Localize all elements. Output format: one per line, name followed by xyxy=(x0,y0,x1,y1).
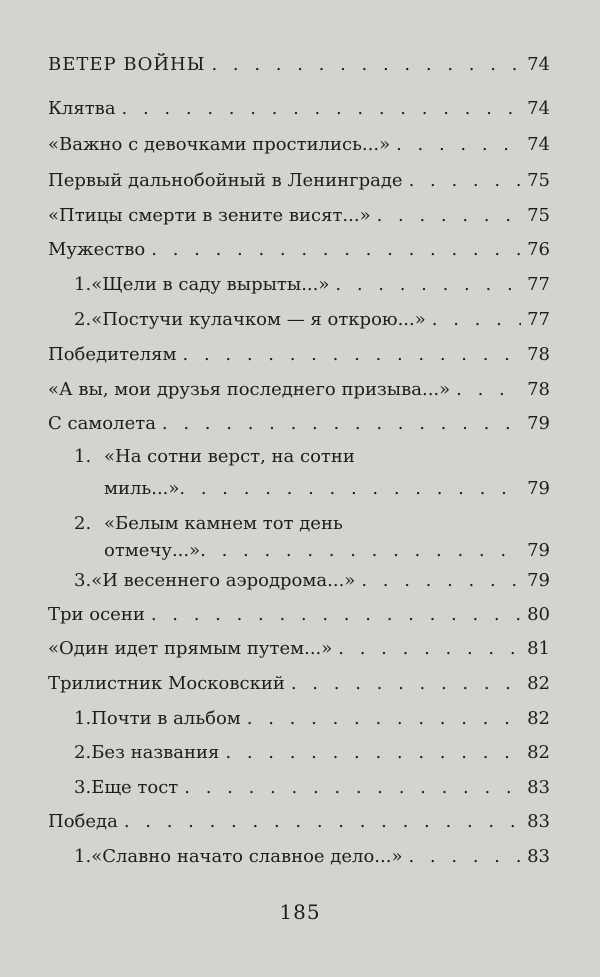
toc-entry xyxy=(48,98,550,120)
dot-leader xyxy=(408,846,521,868)
toc-entry-number: 2. xyxy=(74,309,92,330)
dot-leader xyxy=(377,205,522,227)
toc-entry-number: 2. xyxy=(74,742,92,763)
dot-leader xyxy=(247,708,521,730)
toc-entry xyxy=(48,638,550,660)
dot-leader xyxy=(122,98,522,120)
toc-entry-page: 74 xyxy=(527,54,550,75)
toc-subentry xyxy=(74,274,550,296)
page-number: 185 xyxy=(279,900,321,924)
toc-entry xyxy=(48,344,550,366)
toc-subentry xyxy=(74,742,550,764)
toc-subentry xyxy=(74,777,550,799)
dot-leader xyxy=(211,54,521,76)
toc-entry-title: «Щели в саду вырыты...» xyxy=(91,274,330,295)
toc-entry-title: Клятва xyxy=(48,98,116,119)
toc-entry-title: «Важно с девочками простились...» xyxy=(48,134,391,155)
dot-leader xyxy=(151,239,521,261)
toc-entry-title-cont: миль...» xyxy=(104,478,180,499)
toc-entry-title: С самолета xyxy=(48,413,156,434)
toc-entry-page: 79 xyxy=(527,540,550,561)
toc-entry-title: Трилистник Московский xyxy=(48,673,285,694)
toc-entry-page: 75 xyxy=(527,170,550,191)
toc-entry-title: «Постучи кулачком — я открою...» xyxy=(91,309,426,330)
toc-entry-title: «На сотни верст, на сотни xyxy=(104,446,355,467)
toc-entry-title: Победа xyxy=(48,811,118,832)
dot-leader xyxy=(432,309,521,331)
toc-entry xyxy=(48,239,550,261)
dot-leader xyxy=(183,344,522,366)
toc-entry-title: Три осени xyxy=(48,604,145,625)
dot-leader xyxy=(396,134,521,156)
toc-entry-title: «Птицы смерти в зените висят...» xyxy=(48,205,371,226)
toc-entry-title: Первый дальнобойный в Ленинграде xyxy=(48,170,403,191)
toc-entry xyxy=(48,205,550,227)
toc-entry-title: Победителям xyxy=(48,344,177,365)
toc-entry-number: 3. xyxy=(74,777,92,798)
toc-entry-title-cont: отмечу...» xyxy=(104,540,201,561)
toc-entry-title: Почти в альбом xyxy=(91,708,241,729)
toc-entry-page: 80 xyxy=(527,604,550,625)
toc-entry-page: 82 xyxy=(527,742,550,763)
toc-entry-number: 3. xyxy=(74,570,92,591)
toc-entry-page: 83 xyxy=(527,811,550,832)
toc-entry-page: 82 xyxy=(527,708,550,729)
toc-entry-title: «Один идет прямым путем...» xyxy=(48,638,333,659)
toc-entry-page: 75 xyxy=(527,205,550,226)
dot-leader xyxy=(409,170,522,192)
dot-leader xyxy=(335,274,521,296)
toc-entry-title: Мужество xyxy=(48,239,146,260)
toc-entry-page: 77 xyxy=(527,309,550,330)
toc-entry xyxy=(48,379,550,401)
toc-entry xyxy=(48,54,550,76)
toc-entry-page: 74 xyxy=(527,134,550,155)
toc-entry-page: 79 xyxy=(527,570,550,591)
toc-entry xyxy=(48,811,550,833)
toc-subentry-continuation xyxy=(104,540,550,562)
dot-leader xyxy=(338,638,521,660)
toc-entry-page: 76 xyxy=(527,239,550,260)
toc-entry xyxy=(48,170,550,192)
dot-leader xyxy=(151,604,521,626)
toc-entry xyxy=(48,604,550,626)
dot-leader xyxy=(162,413,521,435)
toc-subentry-continuation xyxy=(104,478,550,500)
toc-entry-title: «Белым камнем тот день xyxy=(104,513,343,534)
toc-entry-page: 77 xyxy=(527,274,550,295)
toc-entry-title: ВЕТЕР ВОЙНЫ xyxy=(48,54,206,75)
dot-leader xyxy=(200,540,521,562)
toc-subentry xyxy=(74,846,550,868)
toc-entry-page: 78 xyxy=(527,379,550,400)
toc-subentry-first-line xyxy=(74,513,343,535)
toc-entry-page: 82 xyxy=(527,673,550,694)
toc-entry-title: Еще тост xyxy=(91,777,179,798)
dot-leader xyxy=(456,379,521,401)
dot-leader xyxy=(184,777,521,799)
toc-entry xyxy=(48,134,550,156)
toc-entry-page: 79 xyxy=(527,478,550,499)
toc-entry-number: 1. xyxy=(74,846,92,867)
toc-subentry xyxy=(74,708,550,730)
dot-leader xyxy=(124,811,521,833)
toc-subentry xyxy=(74,570,550,592)
toc-subentry xyxy=(74,309,550,331)
toc-entry-title: «И весеннего аэродрома...» xyxy=(91,570,356,591)
dot-leader xyxy=(361,570,521,592)
toc-entry-number: 1. xyxy=(74,708,92,729)
toc-entry-page: 74 xyxy=(527,98,550,119)
toc-entry-page: 83 xyxy=(527,777,550,798)
toc-entry xyxy=(48,413,550,435)
toc-entry-page: 78 xyxy=(527,344,550,365)
toc-entry-title: Без названия xyxy=(91,742,220,763)
toc-entry-number: 1. xyxy=(74,274,92,295)
toc-entry-number: 1. xyxy=(74,446,92,467)
dot-leader xyxy=(291,673,521,695)
toc-entry xyxy=(48,673,550,695)
toc-entry-page: 79 xyxy=(527,413,550,434)
toc-entry-page: 81 xyxy=(527,638,550,659)
dot-leader xyxy=(225,742,521,764)
toc-entry-number: 2. xyxy=(74,513,92,534)
toc-entry-title: «Славно начато славное дело...» xyxy=(91,846,403,867)
toc-entry-page: 83 xyxy=(527,846,550,867)
toc-subentry-first-line xyxy=(74,446,355,468)
dot-leader xyxy=(179,478,521,500)
toc-entry-title: «А вы, мои друзья последнего призыва...» xyxy=(48,379,451,400)
